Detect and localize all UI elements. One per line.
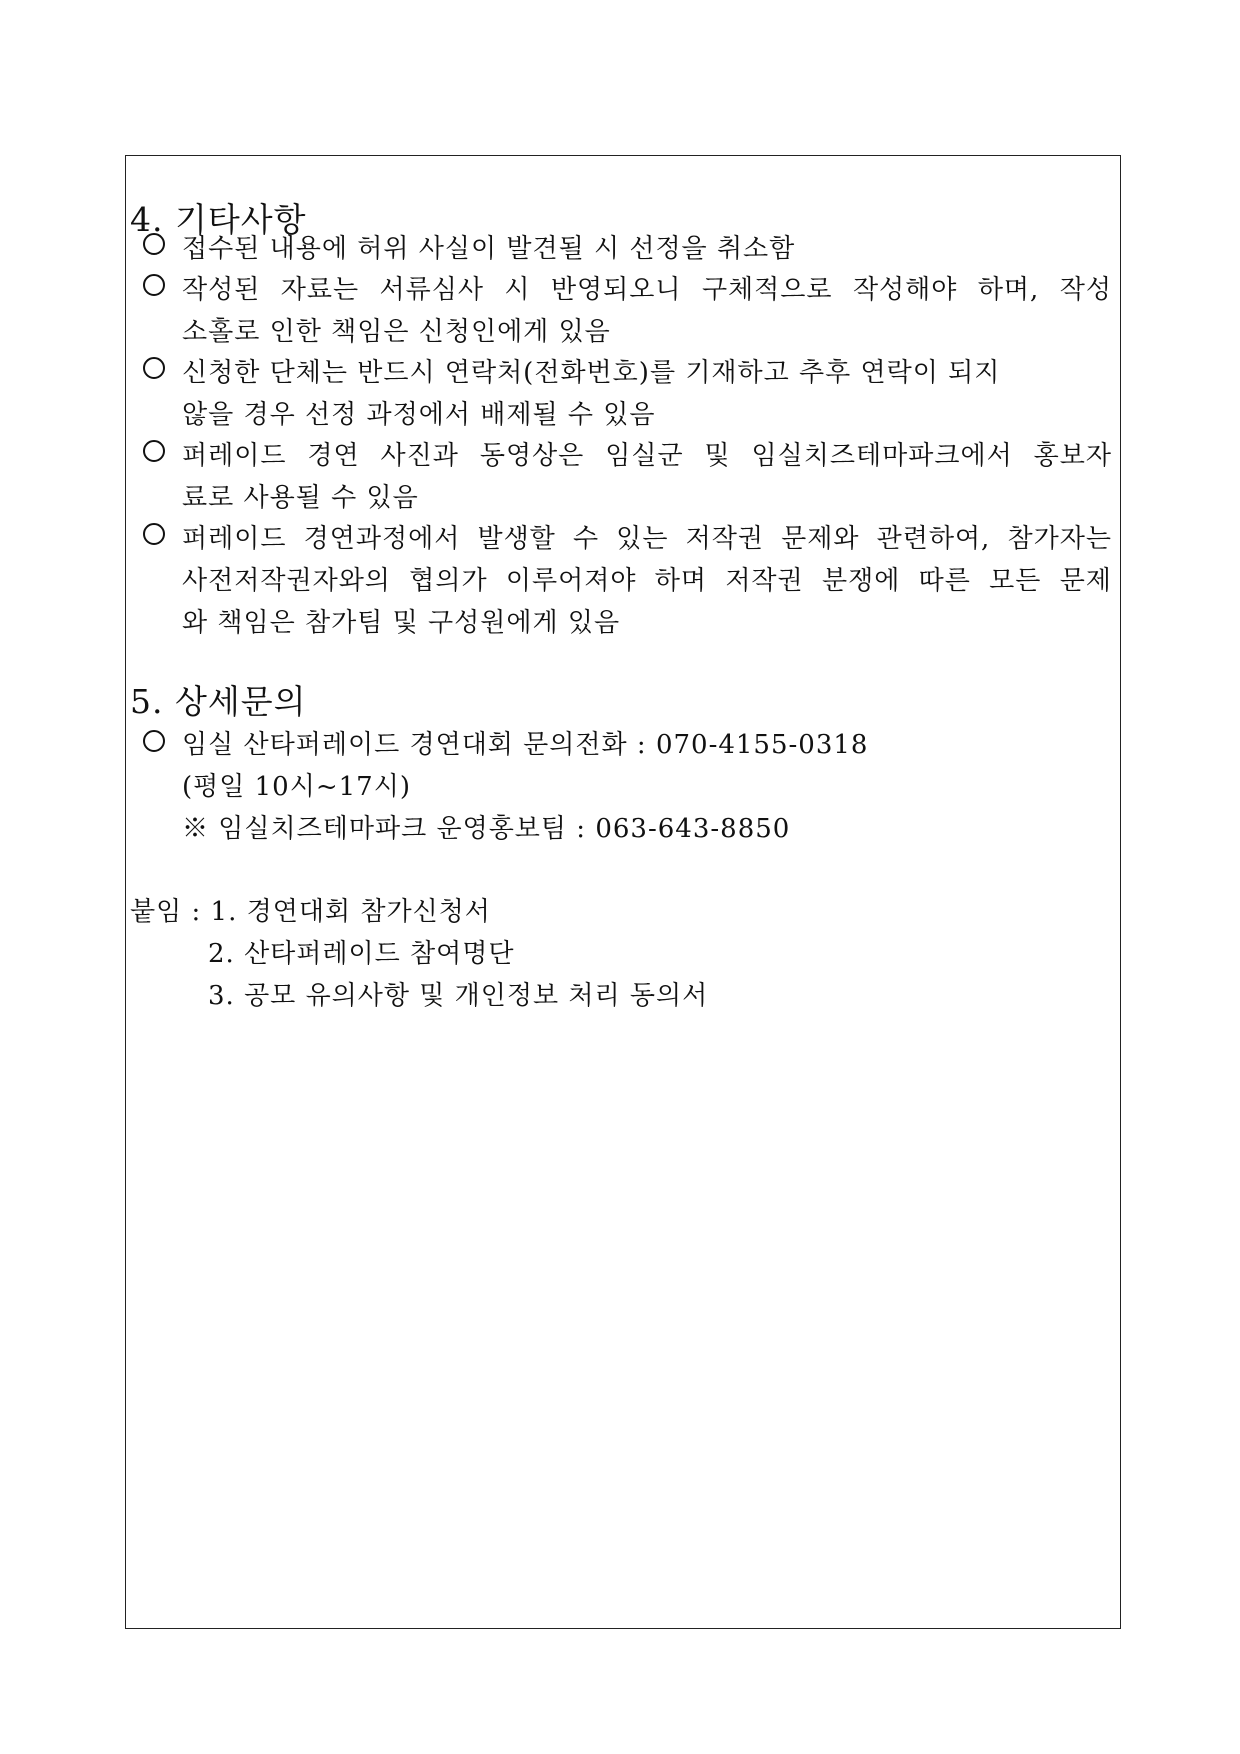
word: 사진과	[380, 441, 459, 471]
word: 및	[704, 441, 731, 471]
word: 저작권	[725, 566, 804, 596]
word: 시	[504, 275, 531, 305]
section-5-title: 5. 상세문의	[130, 682, 307, 721]
contact-hours: (평일 10시~17시)	[182, 772, 411, 802]
attachment-item-2: 2. 산타퍼레이드 참여명단	[208, 939, 515, 969]
word: 사전저작권자와의	[182, 566, 391, 596]
circle-bullet-icon	[143, 274, 165, 296]
word: 발생할	[477, 524, 556, 554]
section-4-item-5-line-3: 와 책임은 참가팀 및 구성원에게 있음	[182, 608, 621, 638]
word: 하며	[654, 566, 708, 596]
section-4-title: 4. 기타사항	[130, 200, 307, 239]
circle-bullet-icon	[143, 730, 165, 752]
word: 하며,	[977, 275, 1040, 305]
section-4-item-3-line-2: 않을 경우 선정 과정에서 배제될 수 있음	[182, 400, 656, 430]
word: 동영상은	[479, 441, 585, 471]
section-4-item-2-line-1	[182, 269, 1112, 306]
attachment-item-3: 3. 공모 유의사항 및 개인정보 처리 동의서	[208, 981, 709, 1011]
word: 임실군	[605, 441, 684, 471]
section-4-item-1-line-1: 접수된 내용에 허위 사실이 발견될 시 선정을 취소함	[182, 234, 796, 264]
circle-bullet-icon	[143, 523, 165, 545]
contact-note: ※ 임실치즈테마파크 운영홍보팀 : 063-643-8850	[182, 814, 791, 844]
attachment-item-1: 1. 경연대회 참가신청서	[210, 897, 491, 927]
word: 저작권	[685, 524, 764, 554]
word: 문제	[1059, 566, 1112, 596]
word: 임실치즈테마파크에서	[751, 441, 1013, 471]
section-4-item-5-line-1	[182, 518, 1112, 555]
attachments-label: 붙임 :	[130, 897, 211, 927]
word: 퍼레이드	[182, 524, 287, 554]
word: 경연	[307, 441, 360, 471]
word: 참가자는	[1007, 524, 1112, 554]
word: 퍼레이드	[182, 441, 287, 471]
word: 이루어져야	[505, 566, 637, 596]
section-4-item-5-line-2	[182, 560, 1112, 597]
word: 문제와	[781, 524, 860, 554]
circle-bullet-icon	[143, 440, 165, 462]
document-frame	[125, 155, 1121, 1629]
word: 서류심사	[379, 275, 484, 305]
circle-bullet-icon	[143, 233, 165, 255]
word: 있는	[616, 524, 669, 554]
word: 홍보자	[1033, 441, 1112, 471]
word: 작성	[1059, 275, 1112, 305]
word: 모든	[989, 566, 1042, 596]
word: 경연과정에서	[303, 524, 461, 554]
word: 구체적으로	[701, 275, 833, 305]
word: 관련하여,	[876, 524, 991, 554]
attachments-line-1	[130, 891, 491, 928]
word: 작성해야	[852, 275, 958, 305]
word: 분쟁에	[821, 566, 901, 596]
section-4-item-2-line-2: 소홀로 인한 책임은 신청인에게 있음	[182, 317, 611, 347]
circle-bullet-icon	[143, 357, 165, 379]
word: 협의가	[409, 566, 488, 596]
section-4-item-4-line-2: 료로 사용될 수 있음	[182, 483, 419, 513]
word: 수	[572, 524, 600, 554]
contact-phone-line: 임실 산타퍼레이드 경연대회 문의전화 : 070-4155-0318	[182, 730, 869, 760]
section-4-item-4-line-1	[182, 435, 1112, 472]
section-4-item-3-line-1: 신청한 단체는 반드시 연락처(전화번호)를 기재하고 추후 연락이 되지	[182, 358, 1001, 388]
word: 자료는	[280, 275, 360, 305]
word: 반영되오니	[550, 275, 682, 305]
word: 작성된	[182, 275, 261, 305]
word: 따른	[918, 566, 971, 596]
